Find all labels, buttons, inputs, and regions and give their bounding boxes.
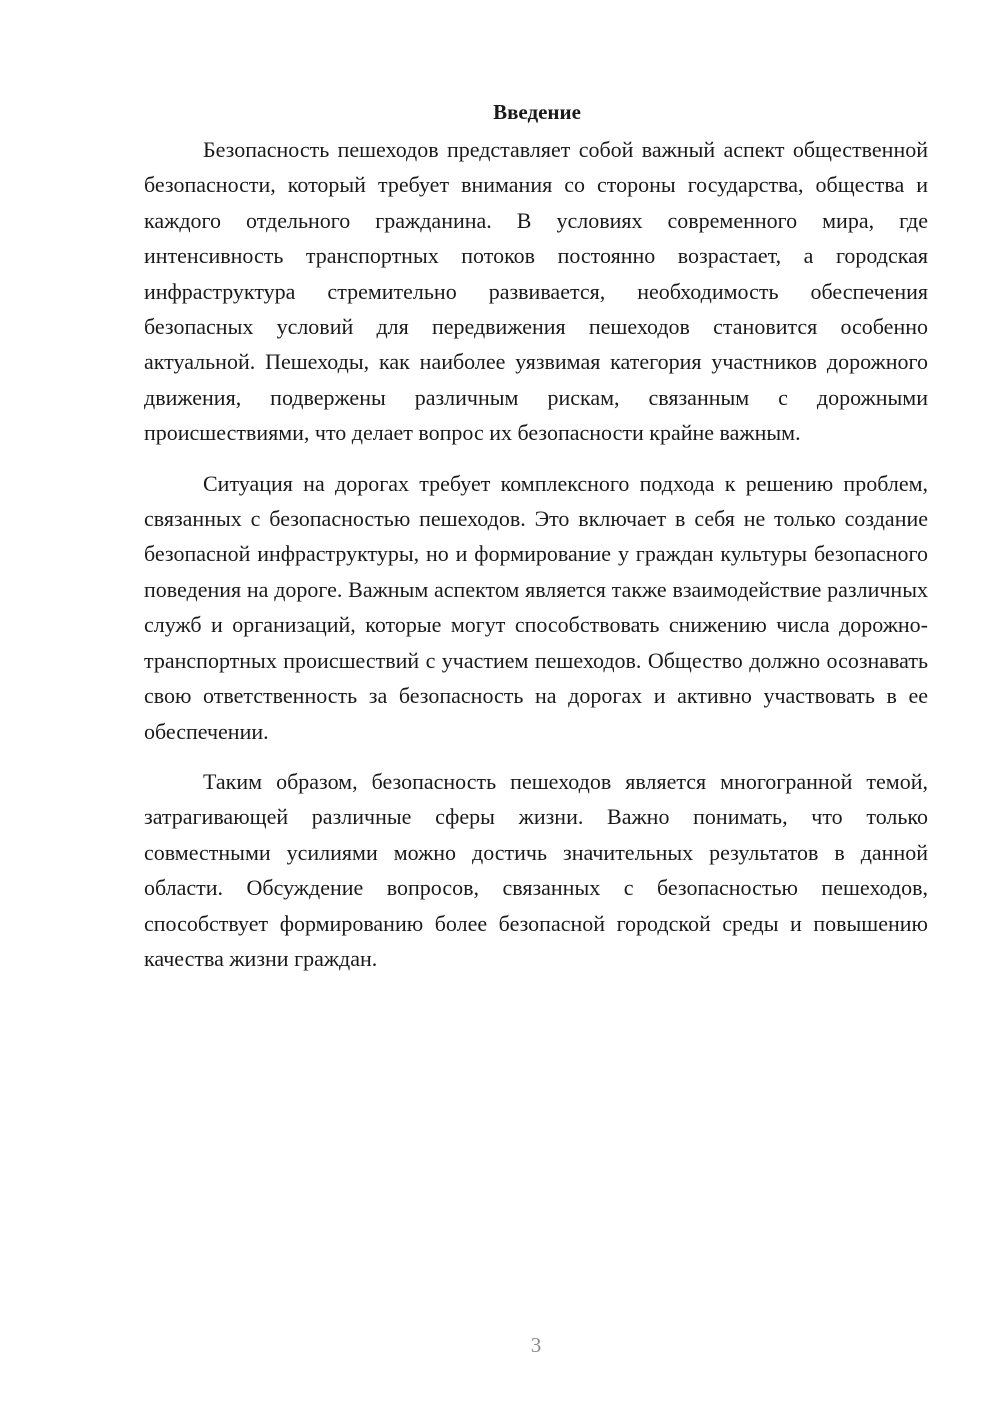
paragraph-1: Безопасность пешеходов представляет собой важный аспект общественной безопасности, который требует внимания со стороны государства, общества и каждого отдельного гражданина. В условиях современного мира, где интенсивность транспортных потоков постоянно возрастает, а городская инфраструктура стремительно развивается, необходимость обеспечения безопасных условий для передвижения пешеходов становится особенно актуальной. Пешеходы, как наиболее уязвимая категория участников дорожного движения, подвержены различным рискам, связанным с дорожными происшествиями, что делает вопрос их безопасности крайне важным.	[144, 137, 928, 446]
section-heading: Введение	[493, 100, 581, 124]
paragraph-2: Ситуация на дорогах требует комплексного подхода к решению проблем, связанных с безопасностью пешеходов. Это включает в себя не только создание безопасной инфраструктуры, но и формирование у граждан культуры безопасного поведения на дороге. Важным аспектом является также взаимодействие различных служб и организаций, которые могут способствовать снижению числа дорожно-транспортных происшествий с участием пешеходов. Общество должно осознавать свою ответственность за безопасность на дорогах и активно участвовать в ее обеспечении.	[144, 470, 928, 744]
page-body	[144, 98, 928, 991]
paragraph-3: Таким образом, безопасность пешеходов является многогранной темой, затрагивающей различные сферы жизни. Важно понимать, что только совместными усилиями можно достичь значительных результатов в данной области. Обсуждение вопросов, связанных с безопасностью пешеходов, способствует формированию более безопасной городской среды и повышению качества жизни граждан.	[144, 768, 928, 971]
page-number: 3	[530, 1333, 542, 1357]
